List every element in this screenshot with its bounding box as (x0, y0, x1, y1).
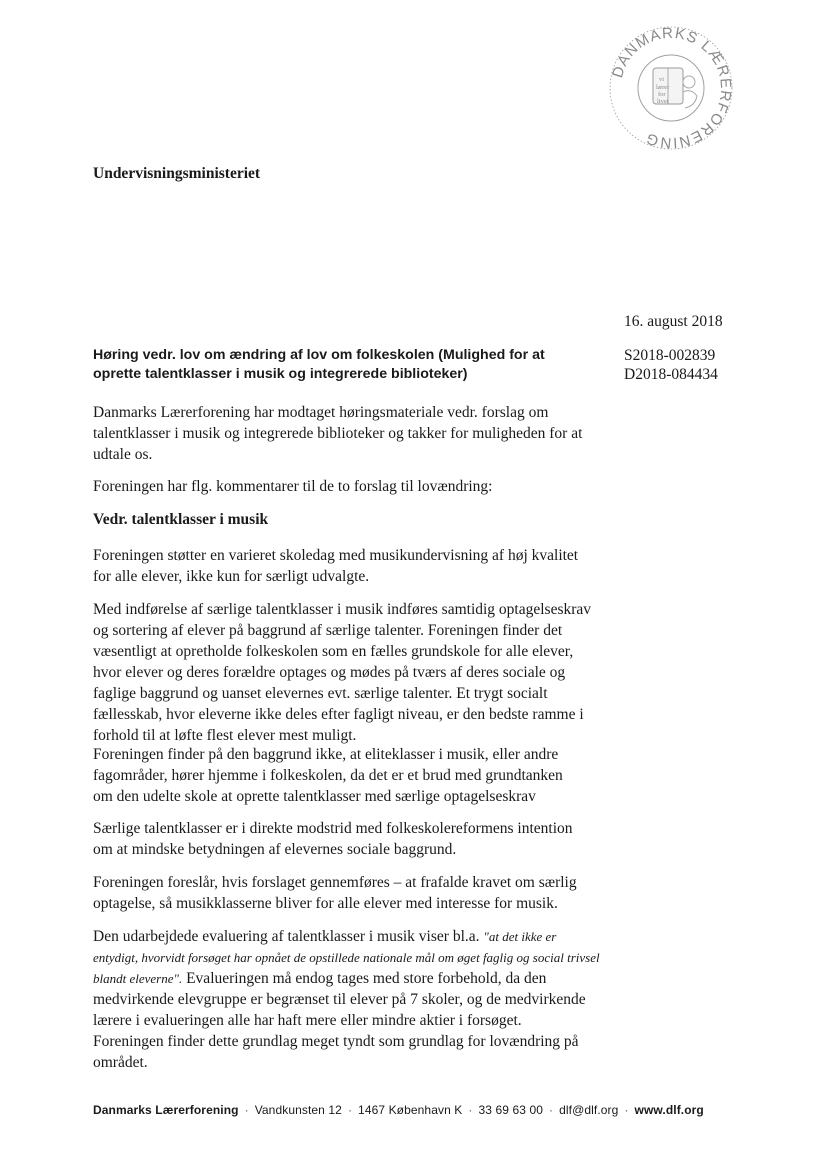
paragraph-proposal (93, 872, 593, 914)
footer-address: Vandkunsten 12 (254, 1103, 342, 1117)
text-line: fællesskab, hvor eleverne ikke deles efter fagligt niveau, er den bedste ramme i (93, 706, 584, 723)
quoted-text: blandt eleverne". (93, 971, 183, 986)
paragraph-evaluation (93, 926, 600, 1073)
text-line: medvirkende elevgruppe er begrænset til elever på 7 skoler, og de medvirkende (93, 991, 586, 1008)
text-line: faglige baggrund og uanset elevernes evt. særlige talenter. Et trygt socialt (93, 685, 548, 702)
text-line (93, 947, 600, 968)
text-line: hvor elever og deres forældre optages og mødes på tværs af deres sociale og (93, 664, 566, 681)
text-line: væsentligt at opretholde folkeskolen som en fælles grundskole for alle elever, (93, 643, 574, 660)
svg-text:lærer: lærer (656, 84, 670, 91)
subject-line: Høring vedr. lov om ændring af lov om folkeskolen (Mulighed for at (93, 347, 545, 363)
paragraph-support (93, 545, 593, 587)
paragraph-intro (93, 402, 593, 465)
text-line: udtale os. (93, 446, 153, 463)
text-line: Særlige talentklasser er i direkte modstrid med folkeskolereformens intention (93, 820, 573, 837)
svg-text:DANMARKS LÆRERFORENING: DANMARKS LÆRERFORENING (609, 24, 735, 152)
text-line: Foreningen foreslår, hvis forslaget gennemføres – at frafalde kravet om særlig (93, 874, 577, 891)
text-line: for alle elever, ikke kun for særligt udvalgte. (93, 568, 370, 585)
text-line: Med indførelse af særlige talentklasser i musik indføres samtidig optagelseskrav (93, 601, 592, 618)
quoted-text: entydigt, hvorvidt forsøget har opnået de opstillede nationale mål om øget faglig og social trivsel (93, 950, 600, 965)
text-line: og sortering af elever på baggrund af særlige talenter. Foreningen finder det (93, 622, 563, 639)
text-line: forhold til at løfte flest elever mest muligt. (93, 727, 357, 744)
text-line (93, 926, 593, 947)
recipient: Undervisningsministeriet (93, 165, 261, 182)
svg-text:for: for (658, 91, 666, 98)
subject-line: oprette talentklasser i musik og integrerede biblioteker) (93, 366, 468, 382)
text-line: om den udelte skole at oprette talentklasser med særlige optagelseskrav (93, 788, 536, 805)
text-line: lærere i evalueringen alle har haft mere eller mindre aktier i forsøget. (93, 1012, 522, 1029)
case-reference: S2018-002839 (624, 347, 716, 364)
letter-date: 16. august 2018 (624, 313, 723, 330)
letter-footer (93, 1103, 704, 1117)
text-line: om at mindske betydningen af elevernes sociale baggrund. (93, 841, 457, 858)
subject-heading (93, 346, 583, 384)
reference-numbers (624, 346, 718, 384)
text-line: talentklasser i musik og integrerede biblioteker og takker for muligheden for at (93, 425, 583, 442)
text-line: Foreningen støtter en varieret skoledag med musikundervisning af høj kvalitet (93, 547, 579, 564)
paragraph-comments (93, 476, 593, 497)
section-heading: Vedr. talentklasser i musik (93, 511, 269, 528)
union-seal-logo (607, 24, 735, 152)
text-line: optagelse, så musikklasserne bliver for alle elever med interesse for musik. (93, 895, 558, 912)
paragraph-reform (93, 818, 593, 860)
footer-separator: · (624, 1103, 629, 1117)
svg-text:vi: vi (659, 76, 665, 83)
footer-separator: · (244, 1103, 249, 1117)
footer-separator: · (468, 1103, 473, 1117)
text-line: fagområder, hører hjemme i folkeskolen, da det er et brud med grundtanken (93, 767, 563, 784)
document-reference: D2018-084434 (624, 366, 718, 383)
text-line: Foreningen har flg. kommentarer til de to forslag til lovændring: (93, 478, 493, 495)
text-segment: Den udarbejdede evaluering af talentklasser i musik viser bl.a. (93, 928, 484, 945)
footer-separator: · (549, 1103, 554, 1117)
footer-website[interactable]: www.dlf.org (634, 1103, 704, 1117)
footer-separator: · (347, 1103, 353, 1117)
footer-phone: 33 69 63 00 (478, 1103, 544, 1117)
text-line: Foreningen finder dette grundlag meget tyndt som grundlag for lovændring på (93, 1033, 579, 1050)
quoted-text: "at det ikke er (483, 929, 557, 944)
text-line: Foreningen finder på den baggrund ikke, at eliteklasser i musik, eller andre (93, 746, 559, 763)
svg-text:livet: livet (657, 98, 669, 105)
text-segment: Evalueringen må endog tages med store forbehold, da den (182, 970, 547, 987)
footer-city: 1467 København K (358, 1103, 463, 1117)
paragraph-sorting (93, 599, 593, 746)
text-line (93, 968, 593, 989)
paragraph-elite-classes (93, 744, 593, 807)
text-line: området. (93, 1054, 148, 1071)
footer-email[interactable]: dlf@dlf.org (559, 1103, 619, 1117)
footer-organisation: Danmarks Lærerforening (93, 1103, 239, 1117)
text-line: Danmarks Lærerforening har modtaget høringsmateriale vedr. forslag om (93, 404, 549, 421)
